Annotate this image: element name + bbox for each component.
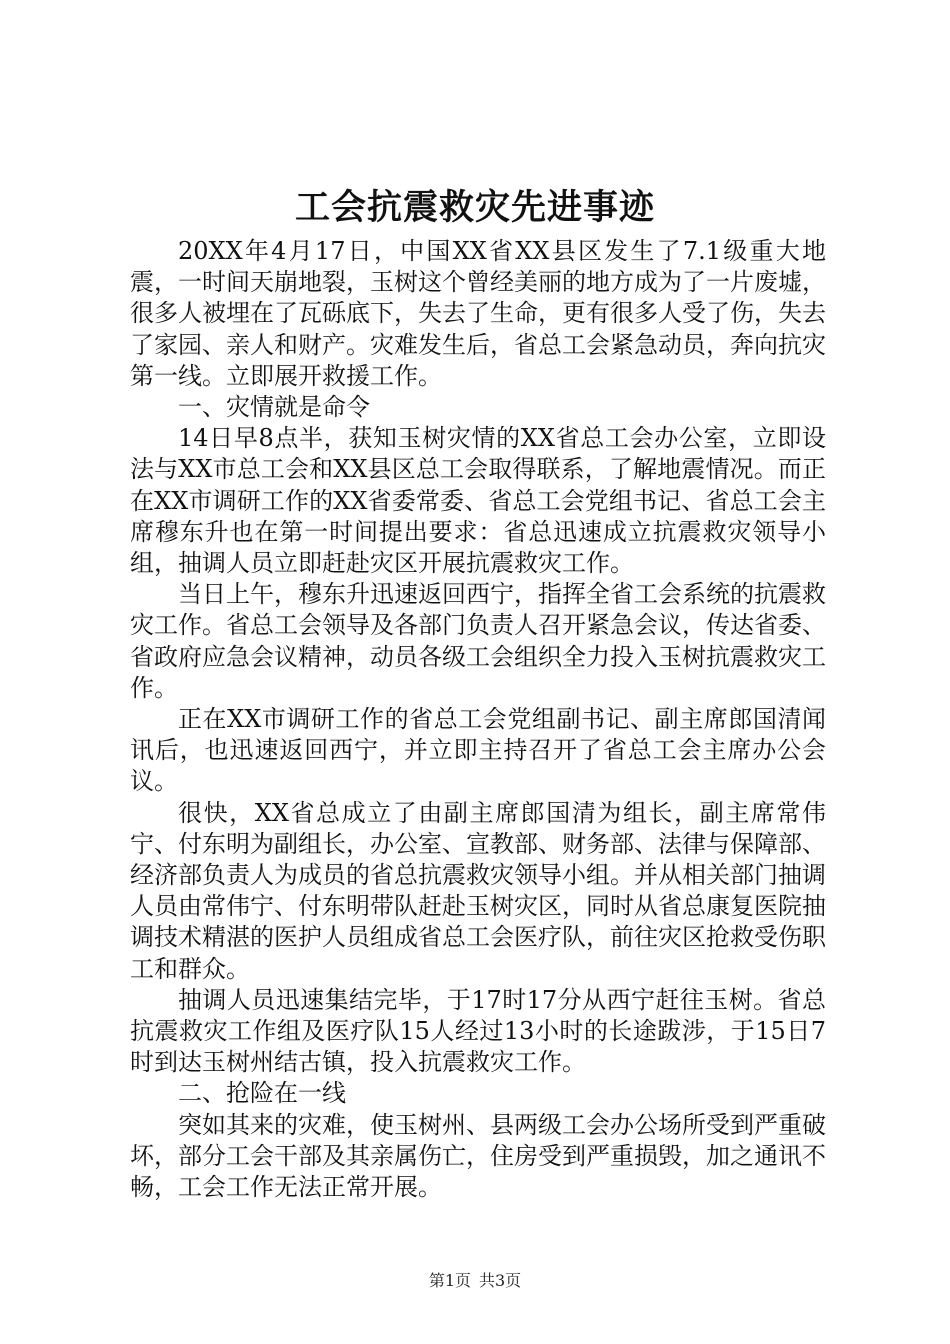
section-heading: 一、灾情就是命令 bbox=[178, 393, 370, 422]
paragraph: 正在XX市调研工作的省总工会党组副书记、副主席郎国清闻讯后，也迅速返回西宁，并立即主持召开了省总工会主席办公会议。 bbox=[130, 705, 826, 796]
paragraph: 14日早8点半，获知玉树灾情的XX省总工会办公室，立即设法与XX市总工会和XX县区总工会取得联系，了解地震情况。而正在XX市调研工作的XX省委常委、省总工会党组书记、省总工会主席穆东升也在第一时间提出要求：省总迅速成立抗震救灾领导小组，抽调人员立即赶赴灾区开展抗震救灾工作。 bbox=[130, 424, 826, 578]
document-body bbox=[130, 236, 826, 1203]
page-number: 第1页 bbox=[428, 1271, 471, 1290]
paragraph: 很快，XX省总成立了由副主席郎国清为组长，副主席常伟宁、付东明为副组长，办公室、宣教部、财务部、法律与保障部、经济部负责人为成员的省总抗震救灾领导小组。并从相关部门抽调人员由常伟宁、付东明带队赶赴玉树灾区，同时从省总康复医院抽调技术精湛的医护人员组成省总工会医疗队，前往灾区抢救受伤职工和群众。 bbox=[130, 798, 826, 983]
page-total: 共3页 bbox=[479, 1271, 522, 1290]
paragraph: 当日上午，穆东升迅速返回西宁，指挥全省工会系统的抗震救灾工作。省总工会领导及各部门负责人召开紧急会议，传达省委、省政府应急会议精神，动员各级工会组织全力投入玉树抗震救灾工作。 bbox=[130, 580, 826, 702]
document-title: 工会抗震救灾先进事迹 bbox=[294, 187, 655, 228]
section-heading: 二、抢险在一线 bbox=[178, 1079, 346, 1108]
paragraph: 20XX年4月17日，中国XX省XX县区发生了7.1级重大地震，一时间天崩地裂，玉树这个曾经美丽的地方成为了一片废墟，很多人被埋在了瓦砾底下，失去了生命，更有很多人受了伤，失去了家园、亲人和财产。灾难发生后，省总工会紧急动员，奔向抗灾第一线。立即展开救援工作。 bbox=[130, 237, 826, 390]
paragraph: 抽调人员迅速集结完毕，于17时17分从西宁赶往玉树。省总抗震救灾工作组及医疗队15人经过13小时的长途跋涉，于15日7时到达玉树州结古镇，投入抗震救灾工作。 bbox=[130, 985, 826, 1077]
paragraph: 突如其来的灾难，使玉树州、县两级工会办公场所受到严重破坏，部分工会干部及其亲属伤亡，住房受到严重损毁，加之通讯不畅，工会工作无法正常开展。 bbox=[130, 1110, 826, 1202]
page-footer bbox=[0, 1270, 950, 1292]
